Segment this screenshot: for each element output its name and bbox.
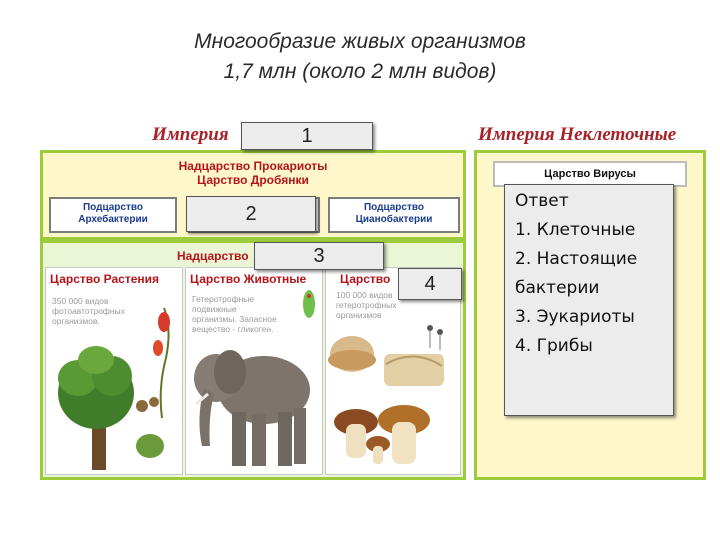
answer-content	[505, 185, 673, 363]
sub-left-line2: Архебактерии	[78, 214, 148, 225]
animals-desc-2: подвижные	[192, 304, 237, 314]
plants-desc-3: организмов.	[52, 316, 100, 326]
sub-right-line1: Подцарство	[363, 202, 425, 213]
overlay-box-4[interactable]: 4	[398, 268, 462, 300]
animals-desc	[192, 294, 277, 334]
fungi-desc	[336, 290, 397, 320]
title-line-1: Многообразие живых организмов	[194, 30, 526, 53]
plants-desc-1: 350 000 видов	[52, 296, 109, 306]
empire-noncellular-label: Империя Неклеточные	[478, 124, 677, 145]
tree-illustration	[46, 298, 182, 474]
page-title	[0, 30, 720, 84]
plants-desc-2: фотоавтотрофных	[52, 306, 125, 316]
plants-title: Царство Растения	[50, 272, 160, 286]
elephant-illustration	[186, 338, 322, 474]
overlay-box-1[interactable]: 1	[241, 122, 373, 150]
kingdom-plants-card	[45, 267, 183, 475]
sub-left-line1: Подцарство	[82, 202, 144, 213]
answer-item-3: 3. Эукариоты	[515, 307, 635, 327]
answer-item-1: 1. Клеточные	[515, 220, 636, 240]
answer-item-4: 4. Грибы	[515, 336, 593, 356]
sub-right-line2: Цианобактерии	[355, 214, 433, 225]
fungi-title: Царство	[340, 272, 391, 286]
overlay-box-2[interactable]: 2	[186, 196, 316, 232]
answer-item-2b: бактерии	[515, 278, 600, 298]
answer-heading: Ответ	[515, 191, 569, 211]
kingdom-animals-card	[185, 267, 323, 475]
overlay-box-3[interactable]: 3	[254, 242, 384, 270]
fungi-desc-2: гетеротрофных	[336, 300, 397, 310]
answer-item-2: 2. Настоящие	[515, 249, 638, 269]
prokaryotes-kingdom: Царство Дробянки	[197, 173, 309, 187]
subkingdom-archaebacteria	[49, 197, 177, 233]
fungi-desc-3: организмов	[336, 310, 382, 320]
fungi-desc-1: 100 000 видов	[336, 290, 393, 300]
animals-desc-1: Гетеротрофные	[192, 294, 255, 304]
subkingdom-cyanobacteria	[328, 197, 460, 233]
euglena-icon	[298, 286, 320, 322]
animals-desc-4: вещество - гликоген.	[192, 324, 274, 334]
title-line-2: 1,7 млн (около 2 млн видов)	[223, 60, 497, 83]
eukaryotes-superkingdom: Надцарство	[177, 249, 249, 263]
viruses-kingdom: Царство Вирусы	[544, 168, 636, 180]
animals-desc-3: организмы. Запасное	[192, 314, 277, 324]
answer-box	[504, 184, 674, 416]
mushrooms-illustration	[326, 324, 460, 474]
prokaryotes-superkingdom: Надцарство Прокариоты	[178, 159, 328, 173]
animals-title: Царство Животные	[190, 272, 307, 286]
empire-cellular-label: Империя	[152, 124, 229, 145]
